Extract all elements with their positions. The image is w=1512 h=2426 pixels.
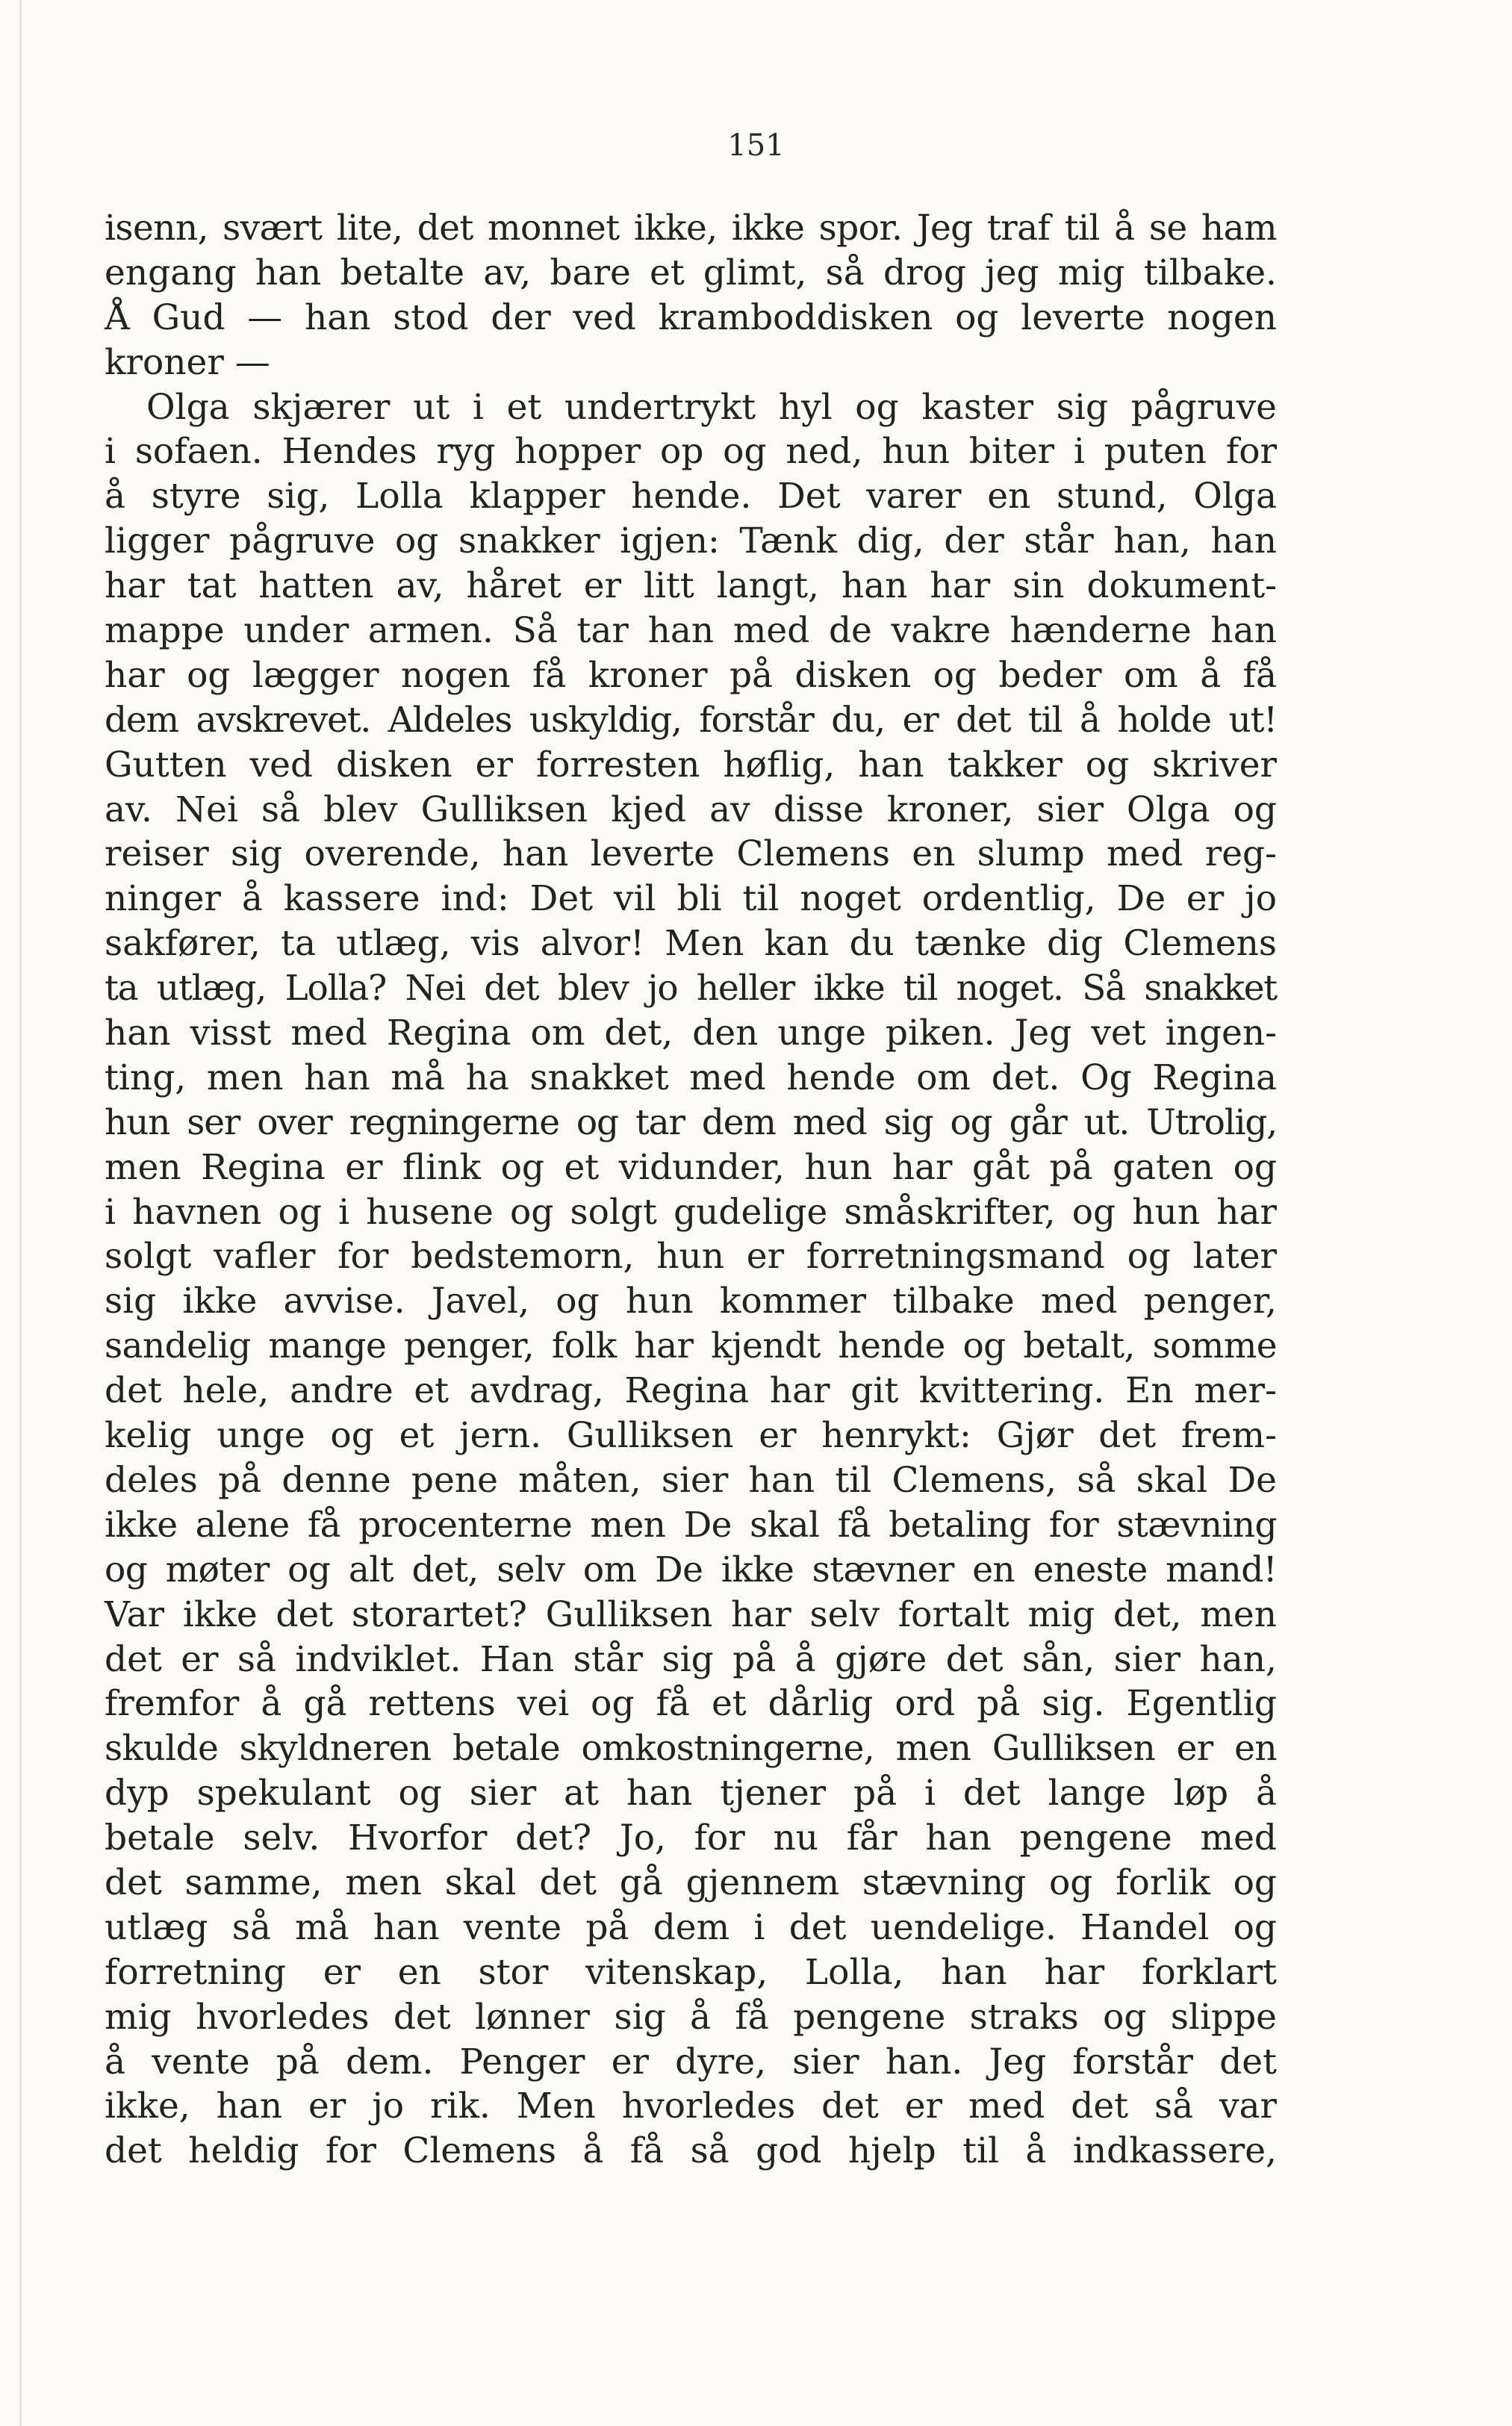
text-line: skulde skyldneren betale omkostningerne, men Gulliksen er en — [105, 1728, 1277, 1770]
text-line: dyp spekulant og sier at han tjener på i det lange løp å — [105, 1773, 1277, 1814]
text-line: deles på denne pene måten, sier han til Clemens, så skal De — [105, 1459, 1277, 1501]
text-line: kelig unge og et jern. Gulliksen er henrykt: Gjør det frem- — [105, 1415, 1277, 1457]
text-line: har tat hatten av, håret er litt langt, han har sin dokument- — [105, 565, 1277, 607]
text-line: det er så indviklet. Han står sig på å gjøre det sån, sier han, — [105, 1638, 1277, 1680]
text-line: betale selv. Hvorfor det? Jo, for nu får han pengene med — [105, 1817, 1277, 1859]
text-line: i havnen og i husene og solgt gudelige småskrifter, og hun har — [105, 1191, 1277, 1233]
text-line: og møter og alt det, selv om De ikke stævner en eneste mand! — [105, 1549, 1277, 1590]
text-line: ninger å kassere ind: Det vil bli til noget ordentlig, De er jo — [105, 878, 1277, 920]
text-line: av. Nei så blev Gulliksen kjed av disse kroner, sier Olga og — [105, 789, 1277, 830]
text-line: å styre sig, Lolla klapper hende. Det varer en stund, Olga — [105, 476, 1277, 517]
page-number: 151 — [727, 128, 785, 163]
text-line: hun ser over regningerne og tar dem med sig og går ut. Utrolig, — [105, 1101, 1277, 1143]
text-line: mappe under armen. Så tar han med de vakre hænderne han — [105, 610, 1277, 652]
text-line: utlæg så må han vente på dem i det uendelige. Handel og — [105, 1906, 1277, 1948]
body-text — [105, 206, 1277, 2174]
text-line: Var ikke det storartet? Gulliksen har selv fortalt mig det, men — [105, 1593, 1277, 1635]
text-line: mig hvorledes det lønner sig å få pengene straks og slippe — [105, 1996, 1277, 2038]
text-line: det hele, andre et avdrag, Regina har git kvittering. En mer- — [105, 1370, 1277, 1412]
text-line: i sofaen. Hendes ryg hopper op og ned, hun biter i puten for — [105, 431, 1277, 473]
text-line: å vente på dem. Penger er dyre, sier han. Jeg forstår det — [105, 2041, 1277, 2083]
text-line: ting, men han må ha snakket med hende om det. Og Regina — [105, 1057, 1277, 1098]
page-binding-edge — [19, 0, 22, 2426]
text-line: ligger pågruve og snakker igjen: Tænk dig, der står han, han — [105, 520, 1277, 562]
text-line: ikke, han er jo rik. Men hvorledes det er med det så var — [105, 2086, 1277, 2127]
text-line: fremfor å gå rettens vei og få et dårlig ord på sig. Egentlig — [105, 1683, 1277, 1725]
text-line: har og lægger nogen få kroner på disken og beder om å få — [105, 654, 1277, 696]
text-line: Olga skjærer ut i et undertrykt hyl og kaster sig pågruve — [146, 386, 1277, 428]
text-line: Gutten ved disken er forresten høflig, han takker og skriver — [105, 744, 1277, 786]
text-line: Å Gud — han stod der ved kramboddisken og leverte nogen — [105, 296, 1277, 338]
text-line: sig ikke avvise. Javel, og hun kommer tilbake med penger, — [105, 1281, 1277, 1322]
text-line: det samme, men skal det gå gjennem stævning og forlik og — [105, 1862, 1277, 1903]
text-line: solgt vafler for bedstemorn, hun er forretningsmand og later — [105, 1236, 1277, 1278]
text-line: forretning er en stor vitenskap, Lolla, han har forklart — [105, 1951, 1277, 1993]
text-line: dem avskrevet. Aldeles uskyldig, forstår du, er det til å holde ut! — [105, 699, 1277, 741]
text-line: sandelig mange penger, folk har kjendt hende og betalt, somme — [105, 1325, 1277, 1367]
text-line: ta utlæg, Lolla? Nei det blev jo heller ikke til noget. Så snakket — [105, 968, 1277, 1010]
text-line: det heldig for Clemens å få så god hjelp til å indkassere, — [105, 2130, 1277, 2172]
text-line: ikke alene få procenterne men De skal få betaling for stævning — [105, 1504, 1277, 1546]
text-line: men Regina er flink og et vidunder, hun har gåt på gaten og — [105, 1146, 1277, 1188]
text-line: kroner — — [105, 341, 270, 383]
text-line: han visst med Regina om det, den unge piken. Jeg vet ingen- — [105, 1013, 1277, 1054]
text-line: isenn, svært lite, det monnet ikke, ikke spor. Jeg traf til å se ham — [105, 208, 1277, 249]
text-line: sakfører, ta utlæg, vis alvor! Men kan du tænke dig Clemens — [105, 923, 1277, 965]
text-line: engang han betalte av, bare et glimt, så drog jeg mig tilbake. — [105, 252, 1277, 293]
text-line: reiser sig overende, han leverte Clemens en slump med reg- — [105, 833, 1277, 875]
